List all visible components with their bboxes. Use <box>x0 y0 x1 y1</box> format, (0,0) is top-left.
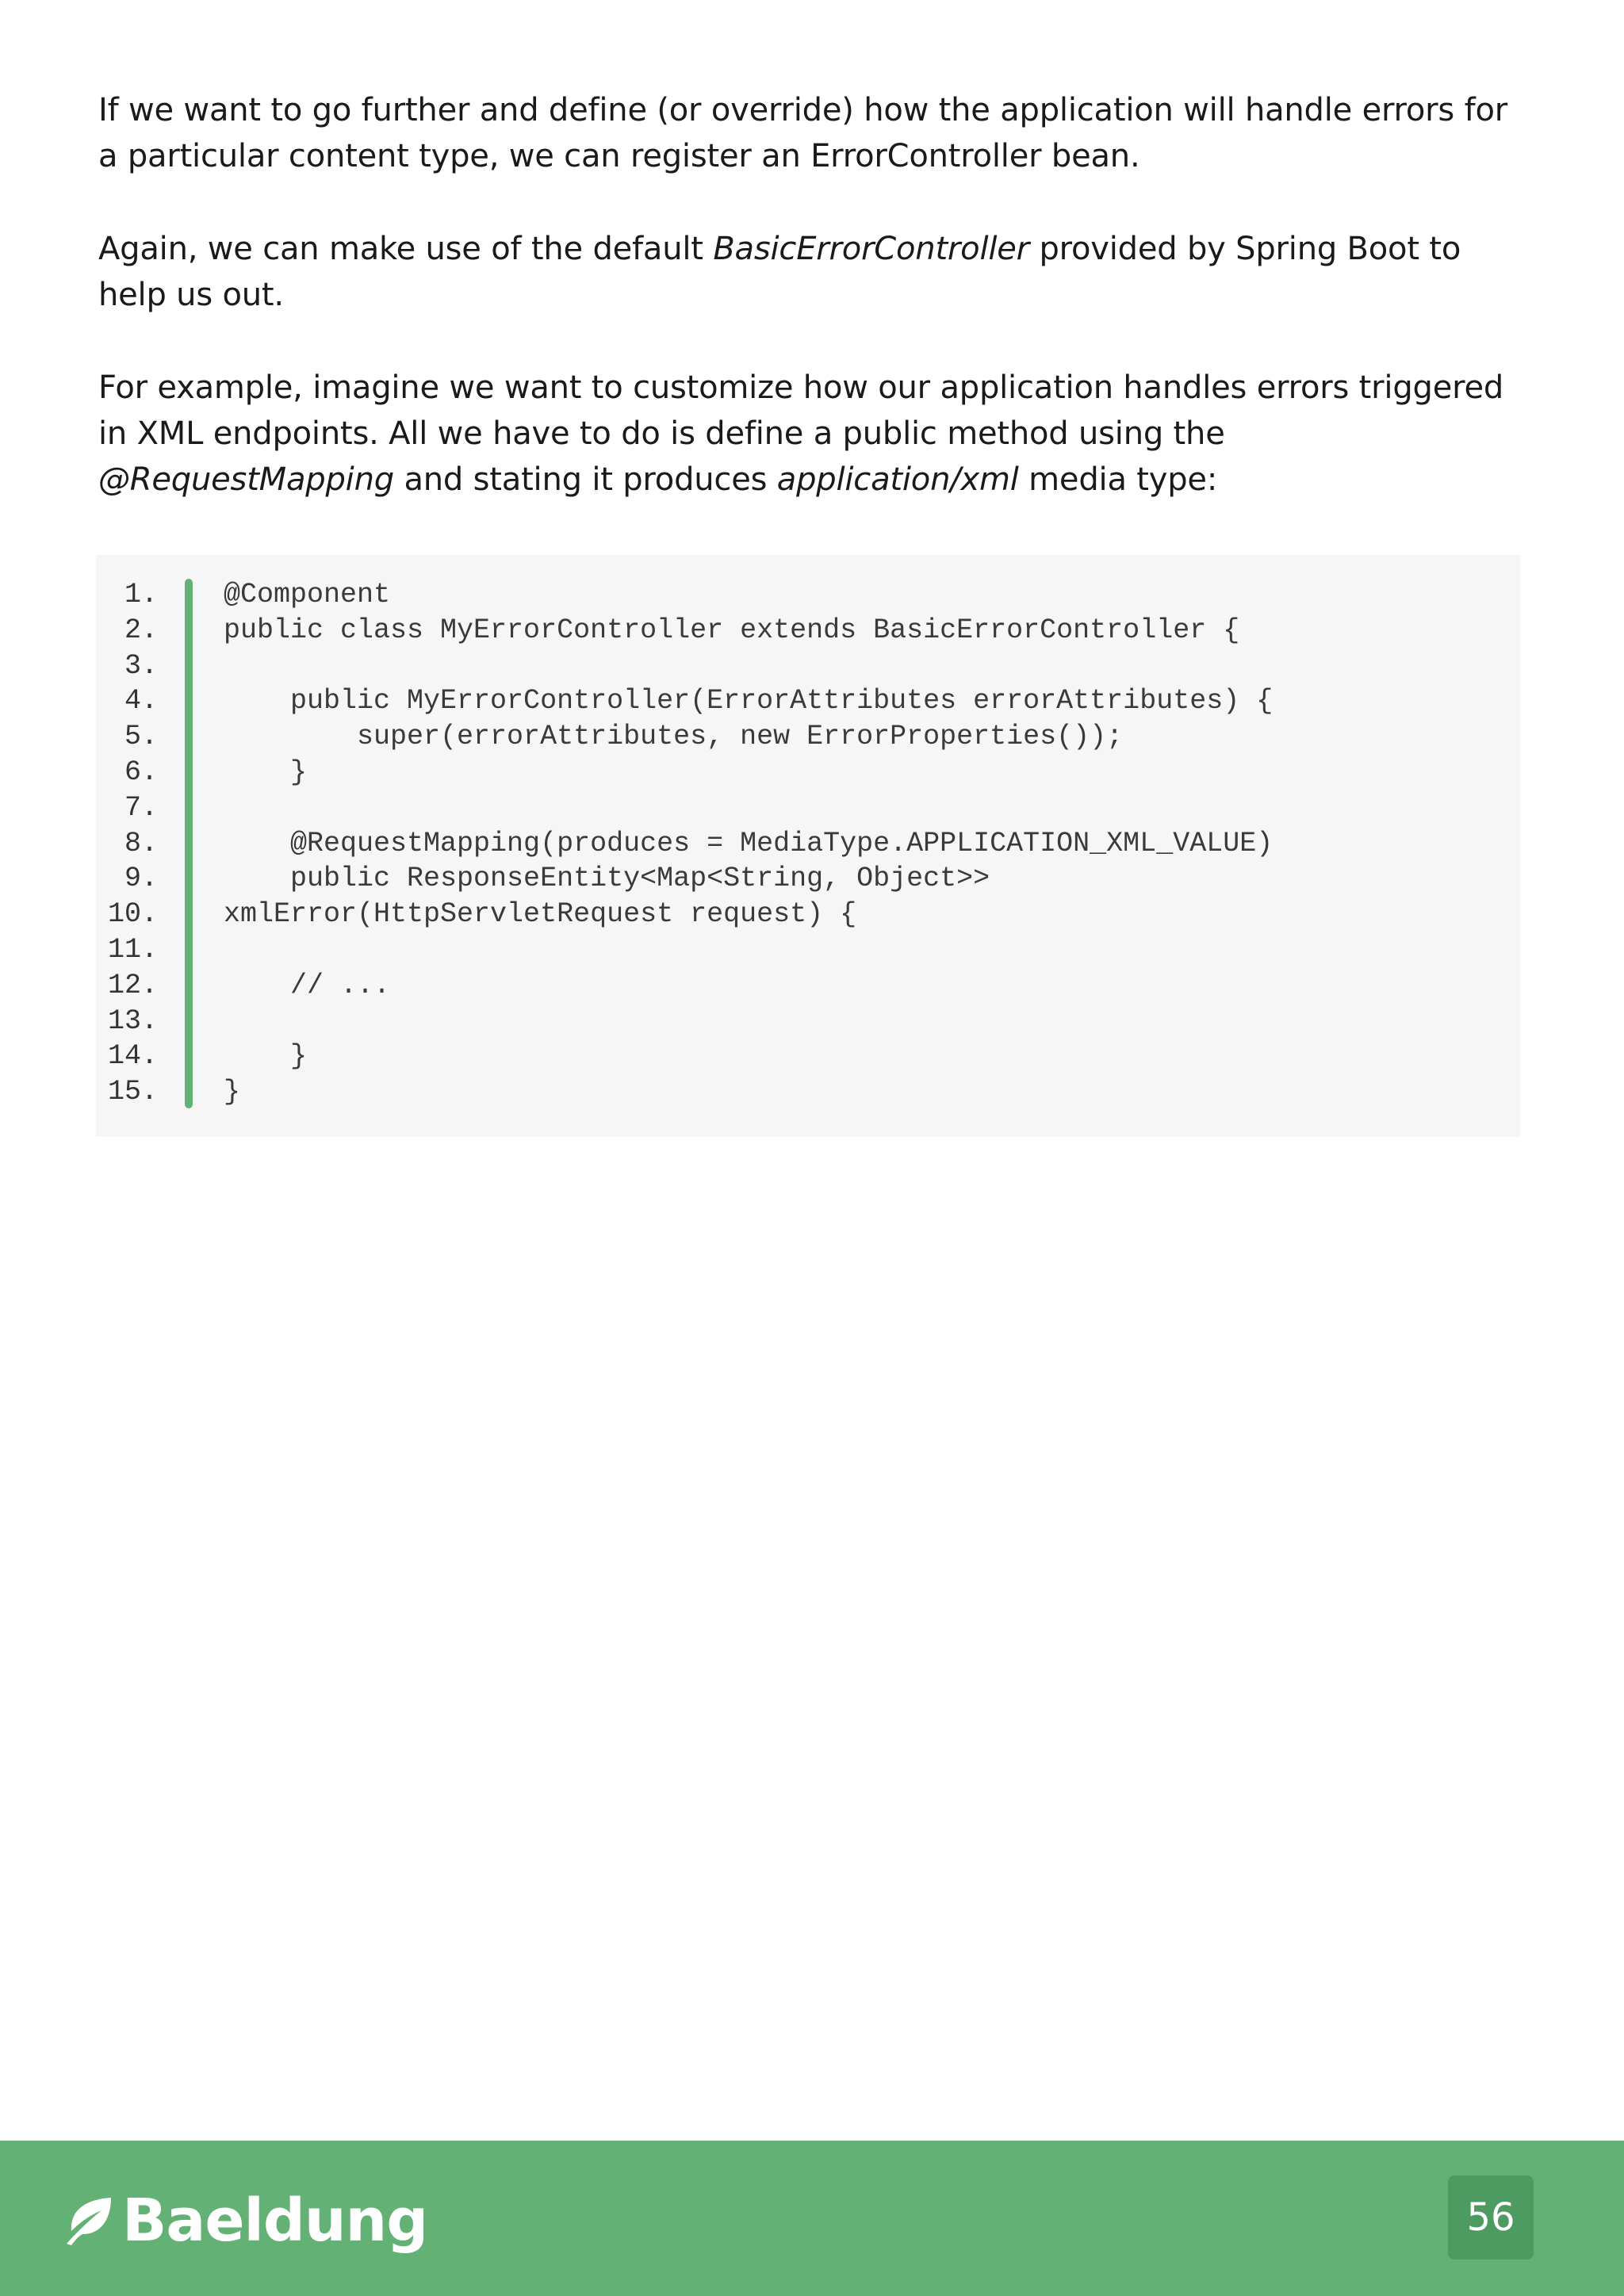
code-line <box>96 932 1520 968</box>
line-number: 4. <box>124 685 158 718</box>
code-text: } <box>224 756 308 788</box>
line-number: 1. <box>124 579 158 610</box>
code-text: @RequestMapping(produces = MediaType.APPLICATION_XML_VALUE) <box>224 827 1274 859</box>
code-line <box>96 755 1520 790</box>
code-text: } <box>224 1040 308 1073</box>
code-line <box>96 649 1520 684</box>
code-line <box>96 719 1520 755</box>
paragraph-xml-example <box>98 365 1526 503</box>
page-footer <box>0 2141 1624 2296</box>
leaf-icon <box>62 2195 114 2247</box>
paragraph-text: and stating it produces <box>393 461 777 498</box>
line-number: 11. <box>107 933 158 966</box>
page-number-badge: 56 <box>1448 2175 1534 2260</box>
line-number: 2. <box>124 614 158 646</box>
line-number: 14. <box>107 1040 158 1073</box>
paragraph-text: If we want to go further and define (or override) how the application will handle errors for a particular content type, we can register an ErrorController bean. <box>98 92 1507 174</box>
paragraph-basic-error-controller <box>98 226 1526 318</box>
code-line <box>96 897 1520 932</box>
line-number: 6. <box>124 756 158 788</box>
line-number: 10. <box>107 898 158 931</box>
paragraph-text: media type: <box>1018 461 1218 498</box>
code-line <box>96 613 1520 649</box>
baeldung-logo <box>62 2185 427 2256</box>
code-lines <box>96 577 1520 1110</box>
code-line <box>96 826 1520 862</box>
code-text: public ResponseEntity<Map<String, Object>> <box>224 863 990 895</box>
code-line <box>96 1039 1520 1074</box>
paragraph-text: Again, we can make use of the default <box>98 231 714 267</box>
code-text: xmlError(HttpServletRequest request) { <box>224 898 857 931</box>
code-text: public MyErrorController(ErrorAttributes errorAttributes) { <box>224 685 1274 718</box>
line-number: 15. <box>107 1076 158 1108</box>
code-text: @Component <box>224 579 391 610</box>
code-line <box>96 790 1520 826</box>
code-line <box>96 683 1520 719</box>
line-number: 7. <box>124 791 158 824</box>
code-line <box>96 861 1520 897</box>
logo-text: Baeldung <box>122 2187 428 2255</box>
code-text: public class MyErrorController extends BasicErrorController { <box>224 614 1240 646</box>
line-number: 3. <box>124 649 158 682</box>
line-number: 9. <box>124 863 158 895</box>
paragraph-text: provided by Spring Boot to help us out. <box>98 231 1461 313</box>
line-number: 13. <box>107 1004 158 1037</box>
emphasis-annotation: @RequestMapping <box>98 461 394 498</box>
emphasis-media-type: application/xml <box>776 461 1019 498</box>
line-number: 5. <box>124 721 158 753</box>
code-line <box>96 1004 1520 1039</box>
line-number: 8. <box>124 827 158 859</box>
paragraph-text: For example, imagine we want to customize how our application handles errors triggered in XML endpoints. All we have to do is define a public method using the <box>98 369 1504 452</box>
code-line <box>96 968 1520 1004</box>
code-text: } <box>224 1076 241 1108</box>
code-text: // ... <box>224 969 391 1001</box>
paragraph-error-controller <box>98 87 1526 179</box>
code-line <box>96 577 1520 613</box>
line-number: 12. <box>107 969 158 1001</box>
main-content <box>98 87 1526 549</box>
code-line <box>96 1074 1520 1110</box>
code-block <box>96 555 1520 1137</box>
code-text: super(errorAttributes, new ErrorProperties()); <box>224 721 1124 753</box>
emphasis-class-name: BasicErrorController <box>713 231 1029 267</box>
